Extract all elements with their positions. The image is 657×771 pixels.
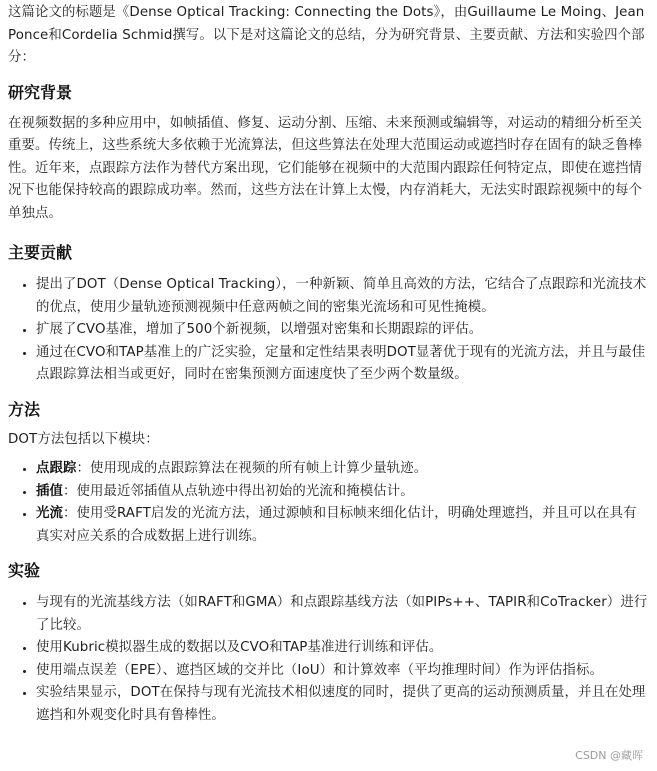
method-intro: DOT方法包括以下模块： <box>8 431 159 447</box>
list-item: • 实验结果显示，DOT在保持与现有光流技术相似速度的同时，提供了更高的运动预测质量，并且在处理遮挡和外观变化时具有鲁棒性。 <box>36 682 648 727</box>
csdn-watermark: CSDN @藏晖 <box>575 749 643 762</box>
method-term: 插值 <box>36 483 63 499</box>
method-list <box>8 458 648 548</box>
method-desc: ：使用现成的点跟踪算法在视频的所有帧上计算少量轨迹。 <box>76 461 428 476</box>
method-desc: ：使用最近邻插值从点轨迹中得出初始的光流和掩模估计。 <box>62 483 414 499</box>
background-paragraph: 在视频数据的多种应用中，如帧插值、修复、运动分割、压缩、未来预测或编辑等，对运动的精细分析至关重要。传统上，这些系统大多依赖于光流算法，但这些算法在处理大范围运动或遮挡时存在固有的缺乏鲁棒性。近年来，点跟踪方法作为替代方案出现，它们能够在视频中的大范围内跟踪任何特定点，即使在遮挡情况下也能保持较高的跟踪成功率。然而，这些方法在计算上太慢，内存消耗大，无法实时跟踪视频中的每个单独点。 <box>8 115 643 221</box>
method-desc: ：使用受RAFT启发的光流方法，通过源帧和目标帧来细化估计，明确处理遮挡，并且可以在具有真实对应关系的合成数据上进行训练。 <box>36 506 637 544</box>
method-term: 光流 <box>36 506 63 521</box>
experiments-list <box>8 592 648 727</box>
intro-paragraph: 这篇论文的标题是《Dense Optical Tracking: Connecting the Dots》，由Guillaume Le Moing、Jean Ponce和Cordelia Schmid撰写。以下是对这篇论文的总结，分为研究背景、主要贡献、方法和实验四个部分： <box>8 5 645 65</box>
list-item <box>36 458 648 481</box>
contributions-list <box>8 274 648 387</box>
contributions-heading: 主要贡献 <box>8 243 73 262</box>
list-item: • 使用Kubric模拟器生成的数据以及CVO和TAP基准进行训练和评估。 <box>36 637 648 660</box>
list-item: • 使用端点误差（EPE）、遮挡区域的交并比（IoU）和计算效率（平均推理时间）作为评估指标。 <box>36 660 648 683</box>
list-item: • 提出了DOT（Dense Optical Tracking），一种新颖、简单且高效的方法，它结合了点跟踪和光流技术的优点，使用少量轨迹预测视频中任意两帧之间的密集光流场和可见性掩模。 <box>36 274 648 319</box>
article-body <box>8 2 648 727</box>
method-term: 点跟踪 <box>36 461 77 476</box>
list-item: • 与现有的光流基线方法（如RAFT和GMA）和点跟踪基线方法（如PIPs++、TAPIR和CoTracker）进行了比较。 <box>36 592 648 637</box>
method-heading: 方法 <box>8 399 41 419</box>
list-item: • 通过在CVO和TAP基准上的广泛实验，定量和定性结果表明DOT显著优于现有的光流方法，并且与最佳点跟踪算法相当或更好，同时在密集预测方面速度快了至少两个数量级。 <box>36 342 648 387</box>
list-item <box>36 503 648 548</box>
background-heading: 研究背景 <box>8 82 73 102</box>
list-item: • 扩展了CVO基准，增加了500个新视频，以增强对密集和长期跟踪的评估。 <box>36 319 648 342</box>
list-item <box>36 481 648 504</box>
experiments-heading: 实验 <box>8 561 41 580</box>
